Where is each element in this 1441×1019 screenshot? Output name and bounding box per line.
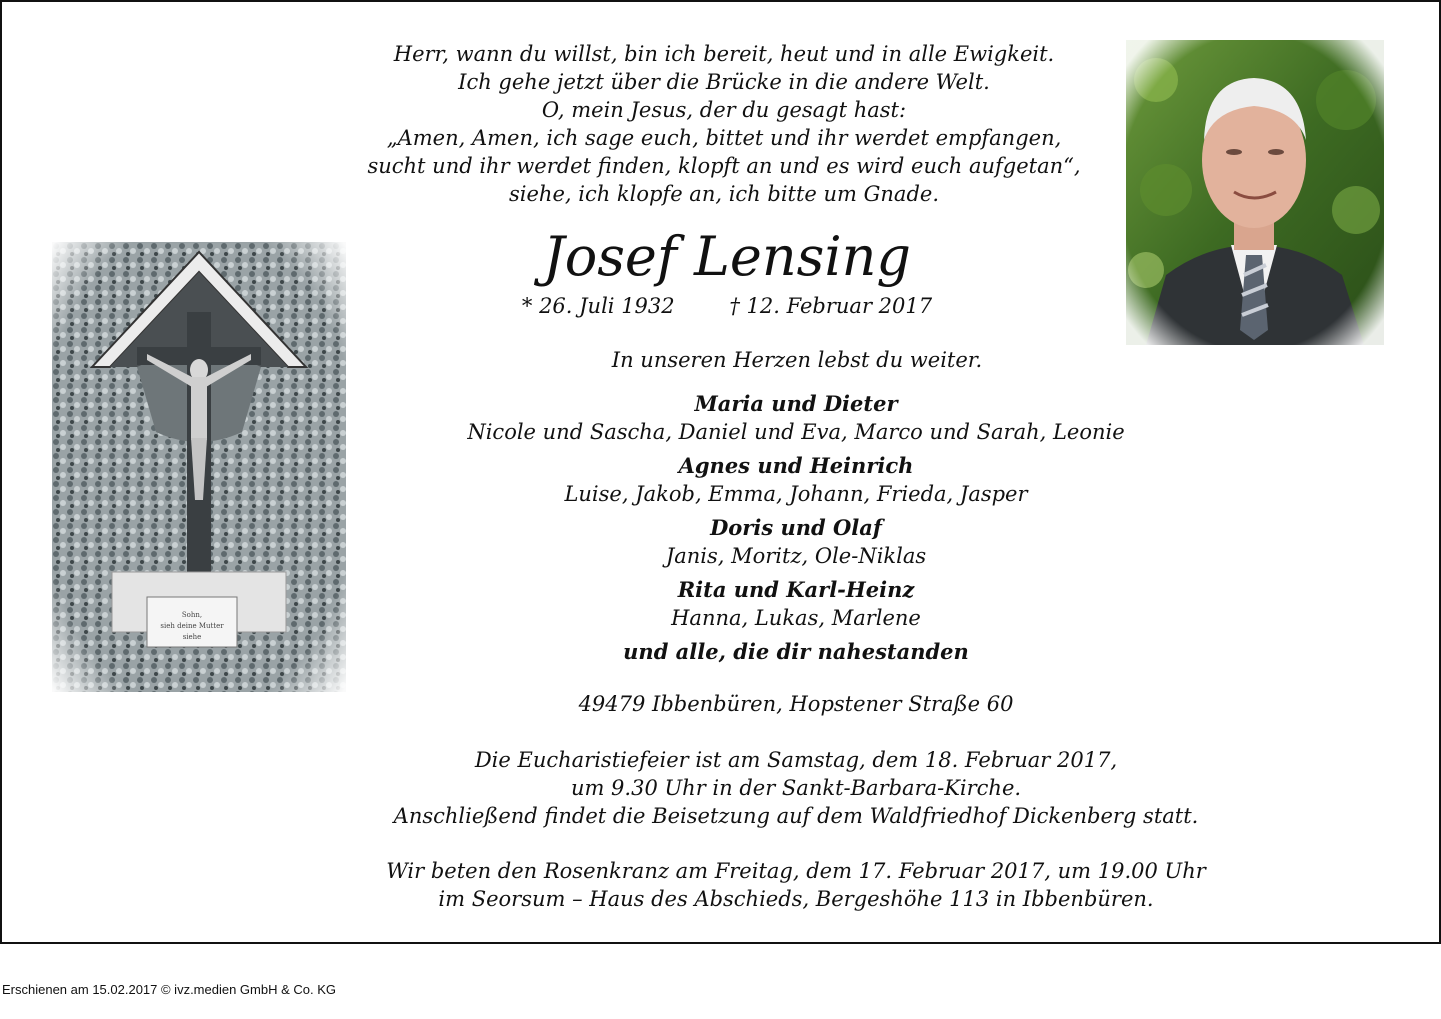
mass-info	[366, 746, 1226, 830]
rosary-info	[346, 857, 1246, 913]
publication-footer: Erschienen am 15.02.2017 © ivz.medien GmbH & Co. KG	[2, 982, 337, 997]
poem	[354, 40, 1094, 208]
family-members: Janis, Moritz, Ole-Niklas	[665, 544, 927, 568]
family-group	[406, 514, 1186, 570]
family-list	[406, 390, 1186, 666]
family-group	[406, 576, 1186, 632]
family-group	[406, 390, 1186, 446]
family-head: Agnes und Heinrich	[678, 453, 914, 478]
remembrance-line: In unseren Herzen lebst du weiter.	[611, 348, 983, 372]
poem-line: siehe, ich klopfe an, ich bitte um Gnade.	[509, 182, 939, 206]
deceased-name: Josef Lensing	[543, 225, 911, 288]
family-head: Rita und Karl-Heinz	[677, 577, 915, 602]
family-members: Luise, Jakob, Emma, Johann, Frieda, Jasper	[564, 482, 1028, 506]
rosary-line: Wir beten den Rosenkranz am Freitag, dem 17. Februar 2017, um 19.00 Uhr	[386, 859, 1206, 883]
mass-line: um 9.30 Uhr in der Sankt-Barbara-Kirche.	[570, 776, 1022, 800]
mass-line: Die Eucharistiefeier ist am Samstag, dem 18. Februar 2017,	[474, 748, 1118, 772]
death-date: † 12. Februar 2017	[729, 294, 933, 318]
rosary-line: im Seorsum – Haus des Abschieds, Bergeshöhe 113 in Ibbenbüren.	[438, 887, 1154, 911]
family-members: Hanna, Lukas, Marlene	[671, 606, 921, 630]
family-head: Doris und Olaf	[710, 515, 882, 540]
birth-date: * 26. Juli 1932	[521, 294, 675, 318]
poem-line: Herr, wann du willst, bin ich bereit, heut und in alle Ewigkeit.	[393, 42, 1055, 66]
poem-line: Ich gehe jetzt über die Brücke in die andere Welt.	[458, 70, 990, 94]
portrait-photo	[1126, 40, 1384, 345]
family-head: Maria und Dieter	[694, 391, 898, 416]
poem-line: sucht und ihr werdet finden, klopft an und es wird euch aufgetan“,	[367, 154, 1081, 178]
closing-line: und alle, die dir nahestanden	[623, 639, 969, 664]
mass-line: Anschließend findet die Beisetzung auf dem Waldfriedhof Dickenberg statt.	[393, 804, 1199, 828]
family-members: Nicole und Sascha, Daniel und Eva, Marco und Sarah, Leonie	[467, 420, 1125, 444]
poem-line: „Amen, Amen, ich sage euch, bittet und ihr werdet empfangen,	[386, 126, 1062, 150]
address: 49479 Ibbenbüren, Hopstener Straße 60	[578, 692, 1014, 716]
poem-line: O, mein Jesus, der du gesagt hast:	[541, 98, 907, 122]
life-dates	[442, 292, 1012, 320]
wayside-cross-image	[52, 242, 346, 692]
family-group	[406, 452, 1186, 508]
